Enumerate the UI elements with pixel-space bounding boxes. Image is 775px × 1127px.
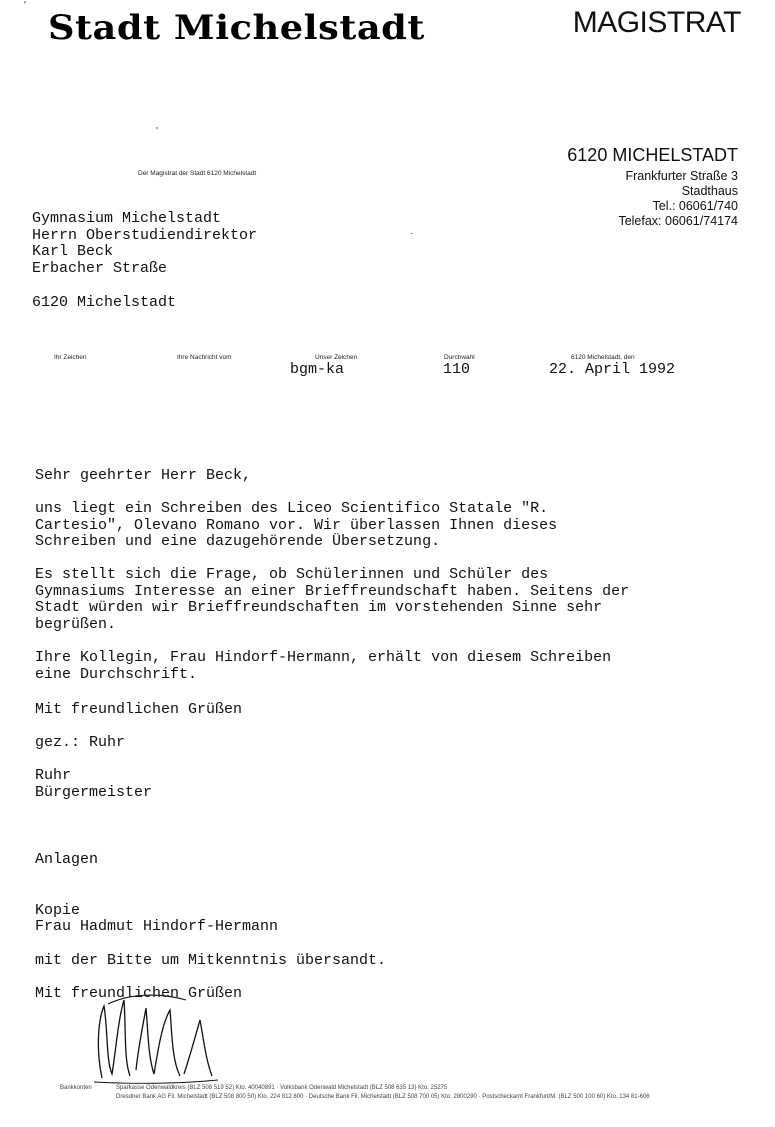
label-ihre-nachricht: Ihre Nachricht vom xyxy=(177,354,232,361)
contact-building: Stadthaus xyxy=(681,184,738,198)
recipient-line: Erbacher Straße xyxy=(32,259,168,277)
recipient-city: 6120 Michelstadt xyxy=(32,294,177,311)
sender-return-line: Der Magistrat der Stadt 6120 Michelstadt xyxy=(138,170,257,177)
scan-mark: ′ xyxy=(24,0,26,11)
bank-footer xyxy=(60,1084,650,1102)
copy-closing: Mit freundlichen Grüßen xyxy=(35,985,243,1002)
paragraph: Es stellt sich die Frage, ob Schülerinnen und Schüler des Gymnasiums Interesse an einer Brieffreundschaft haben. Seitens der Stadt würden wir Brieffreundschaften im vorstehenden Sinne sehr begrüßen. xyxy=(35,566,630,633)
value-unser-zeichen: bgm-ka xyxy=(290,361,345,378)
department-title: MAGISTRAT xyxy=(572,6,741,39)
recipient-line: Herrn Oberstudiendirektor xyxy=(32,226,258,244)
scan-mark: ' xyxy=(156,126,158,137)
copy-label: Kopie xyxy=(35,902,81,919)
bank-label: Bankkonten xyxy=(60,1085,92,1091)
value-durchwahl: 110 xyxy=(443,361,471,378)
attachments-label: Anlagen xyxy=(35,851,99,868)
contact-phone: Tel.: 06061/740 xyxy=(652,199,738,213)
copy-note: mit der Bitte um Mitkenntnis übersandt. xyxy=(35,952,387,969)
closing: Mit freundlichen Grüßen xyxy=(35,701,243,718)
signature-drawing xyxy=(88,990,228,1085)
label-durchwahl: Durchwahl xyxy=(444,354,475,361)
copy-recipient: Frau Hadmut Hindorf-Hermann xyxy=(35,918,279,935)
salutation: Sehr geehrter Herr Beck, xyxy=(35,467,252,484)
signer-name: Ruhr xyxy=(35,767,72,784)
label-unser-zeichen: Unser Zeichen xyxy=(315,354,358,361)
town-name: 6120 MICHELSTADT xyxy=(567,145,738,165)
contact-street: Frankfurter Straße 3 xyxy=(625,169,738,183)
value-datum: 22. April 1992 xyxy=(549,361,676,378)
signer-title: Bürgermeister xyxy=(35,784,153,801)
bank-line: Sparkasse Odenwaldkreis (BLZ 508 519 52) Kto. 40040891 · Volksbank Odenwald Michelstadt (BLZ 508 635 13) Kto. 25275 xyxy=(116,1085,448,1091)
label-ihr-zeichen: Ihr Zeichen xyxy=(54,354,87,361)
label-ort-datum: 6120 Michelstadt, den xyxy=(571,354,635,361)
paragraph: Ihre Kollegin, Frau Hindorf-Hermann, erhält von diesem Schreiben eine Durchschrift. xyxy=(35,649,612,683)
recipient-line: Karl Beck xyxy=(32,243,114,261)
scan-mark: · xyxy=(410,228,414,239)
recipient-address xyxy=(32,211,257,277)
paragraph: uns liegt ein Schreiben des Liceo Scientifico Statale "R. Cartesio", Olevano Romano vor. Wir überlassen Ihnen dieses Schreiben und eine dazugehörende Übersetzung. xyxy=(35,500,558,551)
city-logo: Stadt Michelstadt xyxy=(48,8,425,48)
contact-block xyxy=(618,169,738,229)
contact-fax: Telefax: 06061/74174 xyxy=(618,214,738,228)
signed-line: gez.: Ruhr xyxy=(35,734,126,751)
recipient-line: Gymnasium Michelstadt xyxy=(32,210,222,227)
bank-line: Dresdner Bank AG Fil. Michelstadt (BLZ 508 800 50) Kto. 224 812 800 · Deutsche Bank Fil. Michelstadt (BLZ 508 700 05) Kto. 2800290 · Postscheckamt Frankfurt/M. (BLZ 500 100 60) Kto. 134 81-606 xyxy=(116,1094,650,1100)
